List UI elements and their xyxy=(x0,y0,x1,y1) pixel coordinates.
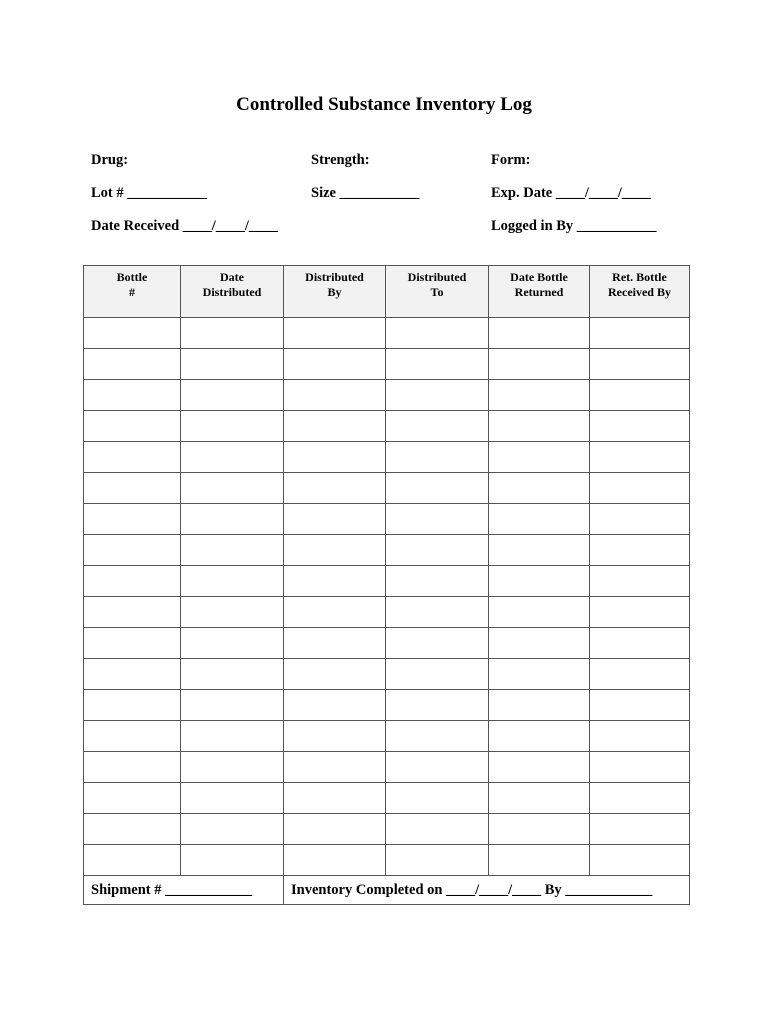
table-cell[interactable] xyxy=(284,690,386,721)
table-cell[interactable] xyxy=(181,814,284,845)
table-cell[interactable] xyxy=(284,659,386,690)
table-cell[interactable] xyxy=(489,473,590,504)
table-cell[interactable] xyxy=(386,597,489,628)
table-row xyxy=(84,628,690,659)
table-cell[interactable] xyxy=(284,442,386,473)
table-cell[interactable] xyxy=(590,380,690,411)
table-cell[interactable] xyxy=(84,349,181,380)
table-cell[interactable] xyxy=(386,845,489,876)
table-cell[interactable] xyxy=(181,752,284,783)
column-header-date-distributed xyxy=(181,266,284,318)
table-cell[interactable] xyxy=(84,411,181,442)
table-row xyxy=(84,690,690,721)
header-line: Bottle xyxy=(116,270,148,284)
table-cell[interactable] xyxy=(386,349,489,380)
header-line: Returned xyxy=(514,285,564,299)
table-cell[interactable] xyxy=(181,721,284,752)
table-cell[interactable] xyxy=(590,690,690,721)
table-cell[interactable] xyxy=(284,845,386,876)
table-cell[interactable] xyxy=(181,380,284,411)
table-cell[interactable] xyxy=(181,473,284,504)
table-cell[interactable] xyxy=(84,690,181,721)
table-cell[interactable] xyxy=(489,318,590,349)
table-cell[interactable] xyxy=(386,783,489,814)
table-cell[interactable] xyxy=(489,659,590,690)
table-cell[interactable] xyxy=(84,566,181,597)
table-cell[interactable] xyxy=(284,349,386,380)
table-cell[interactable] xyxy=(84,473,181,504)
table-cell[interactable] xyxy=(590,535,690,566)
table-cell[interactable] xyxy=(386,442,489,473)
inventory-log-table xyxy=(83,265,690,905)
table-cell[interactable] xyxy=(386,318,489,349)
table-cell[interactable] xyxy=(590,628,690,659)
table-row xyxy=(84,752,690,783)
table-cell[interactable] xyxy=(181,690,284,721)
table-cell[interactable] xyxy=(386,814,489,845)
table-cell[interactable] xyxy=(386,504,489,535)
column-header-ret-bottle-received-by xyxy=(590,266,690,318)
table-cell[interactable] xyxy=(590,783,690,814)
exp-date-field[interactable]: Exp. Date ____/____/____ xyxy=(491,185,651,201)
table-cell[interactable] xyxy=(590,752,690,783)
header-line: To xyxy=(430,285,444,299)
table-cell[interactable] xyxy=(590,597,690,628)
table-cell[interactable] xyxy=(181,783,284,814)
table-cell[interactable] xyxy=(284,535,386,566)
table-cell[interactable] xyxy=(84,597,181,628)
table-row xyxy=(84,535,690,566)
table-cell[interactable] xyxy=(590,349,690,380)
table-cell[interactable] xyxy=(386,628,489,659)
table-row xyxy=(84,473,690,504)
table-cell[interactable] xyxy=(284,628,386,659)
logged-in-by-field[interactable]: Logged in By ___________ xyxy=(491,218,657,234)
table-cell[interactable] xyxy=(386,659,489,690)
column-header-distributed-to xyxy=(386,266,489,318)
table-row xyxy=(84,318,690,349)
header-line: By xyxy=(327,285,342,299)
table-cell[interactable] xyxy=(386,411,489,442)
table-cell[interactable] xyxy=(84,318,181,349)
table-cell[interactable] xyxy=(386,473,489,504)
table-cell[interactable] xyxy=(590,721,690,752)
table-footer-row xyxy=(84,876,690,905)
table-cell[interactable] xyxy=(284,566,386,597)
table-cell[interactable] xyxy=(386,690,489,721)
table-row xyxy=(84,349,690,380)
inventory-completed-field[interactable]: Inventory Completed on ____/____/____ By ____________ xyxy=(284,876,690,905)
table-row xyxy=(84,380,690,411)
table-row xyxy=(84,783,690,814)
table-cell[interactable] xyxy=(84,783,181,814)
table-cell[interactable] xyxy=(181,349,284,380)
table-cell[interactable] xyxy=(284,504,386,535)
table-cell[interactable] xyxy=(489,783,590,814)
header-line: Distributed xyxy=(305,270,364,284)
strength-field[interactable]: Strength: xyxy=(311,152,370,168)
table-cell[interactable] xyxy=(84,752,181,783)
table-cell[interactable] xyxy=(489,721,590,752)
table-cell[interactable] xyxy=(181,566,284,597)
table-row xyxy=(84,566,690,597)
table-cell[interactable] xyxy=(489,752,590,783)
table-cell[interactable] xyxy=(284,411,386,442)
table-cell[interactable] xyxy=(489,411,590,442)
drug-field[interactable]: Drug: xyxy=(91,152,129,168)
table-cell[interactable] xyxy=(489,845,590,876)
lot-number-field[interactable]: Lot # ___________ xyxy=(91,185,207,201)
table-row xyxy=(84,411,690,442)
table-cell[interactable] xyxy=(590,473,690,504)
table-cell[interactable] xyxy=(590,442,690,473)
table-cell[interactable] xyxy=(590,845,690,876)
table-cell[interactable] xyxy=(284,318,386,349)
table-row xyxy=(84,597,690,628)
table-cell[interactable] xyxy=(181,504,284,535)
table-cell[interactable] xyxy=(84,628,181,659)
table-cell[interactable] xyxy=(181,628,284,659)
column-header-bottle-number xyxy=(84,266,181,318)
table-row xyxy=(84,721,690,752)
table-row xyxy=(84,504,690,535)
table-cell[interactable] xyxy=(386,721,489,752)
table-cell[interactable] xyxy=(84,659,181,690)
table-cell[interactable] xyxy=(84,814,181,845)
table-cell[interactable] xyxy=(284,752,386,783)
table-cell[interactable] xyxy=(284,380,386,411)
table-cell[interactable] xyxy=(181,411,284,442)
date-received-field[interactable]: Date Received ____/____/____ xyxy=(91,218,278,234)
header-line: Distributed xyxy=(407,270,467,284)
header-line: Date Bottle xyxy=(510,270,568,284)
table-cell[interactable] xyxy=(84,845,181,876)
table-cell[interactable] xyxy=(489,380,590,411)
table-cell[interactable] xyxy=(489,628,590,659)
table-row xyxy=(84,845,690,876)
table-cell[interactable] xyxy=(181,318,284,349)
table-cell[interactable] xyxy=(386,566,489,597)
table-cell[interactable] xyxy=(181,535,284,566)
table-cell[interactable] xyxy=(590,504,690,535)
table-cell[interactable] xyxy=(489,349,590,380)
table-cell[interactable] xyxy=(284,721,386,752)
table-cell[interactable] xyxy=(284,473,386,504)
table-cell[interactable] xyxy=(489,597,590,628)
table-cell[interactable] xyxy=(284,783,386,814)
header-line: Distributed xyxy=(202,285,262,299)
table-row xyxy=(84,442,690,473)
table-cell[interactable] xyxy=(590,411,690,442)
table-cell[interactable] xyxy=(386,380,489,411)
table-cell[interactable] xyxy=(590,814,690,845)
column-header-distributed-by xyxy=(284,266,386,318)
table-cell[interactable] xyxy=(84,535,181,566)
header-line: Received By xyxy=(608,285,671,299)
table-cell[interactable] xyxy=(489,504,590,535)
table-cell[interactable] xyxy=(386,535,489,566)
shipment-number-field[interactable]: Shipment # ____________ xyxy=(84,876,284,905)
table-cell[interactable] xyxy=(590,659,690,690)
column-header-date-bottle-returned xyxy=(489,266,590,318)
table-cell[interactable] xyxy=(84,380,181,411)
table-row xyxy=(84,659,690,690)
table-cell[interactable] xyxy=(489,566,590,597)
table-cell[interactable] xyxy=(489,442,590,473)
table-cell[interactable] xyxy=(489,814,590,845)
table-cell[interactable] xyxy=(489,690,590,721)
table-cell[interactable] xyxy=(84,721,181,752)
header-line: Date xyxy=(220,270,244,284)
table-cell[interactable] xyxy=(181,845,284,876)
table-row xyxy=(84,814,690,845)
table-cell[interactable] xyxy=(489,535,590,566)
header-line: Ret. Bottle xyxy=(612,270,667,284)
table-cell[interactable] xyxy=(181,597,284,628)
table-cell[interactable] xyxy=(284,814,386,845)
size-field[interactable]: Size ___________ xyxy=(311,185,420,201)
table-cell[interactable] xyxy=(590,318,690,349)
page-title: Controlled Substance Inventory Log xyxy=(236,94,532,115)
table-header-row xyxy=(84,266,690,318)
form-field[interactable]: Form: xyxy=(491,152,531,168)
table-cell[interactable] xyxy=(84,504,181,535)
table-cell[interactable] xyxy=(181,442,284,473)
table-cell[interactable] xyxy=(590,566,690,597)
table-cell[interactable] xyxy=(284,597,386,628)
table-cell[interactable] xyxy=(386,752,489,783)
table-cell[interactable] xyxy=(84,442,181,473)
header-line: # xyxy=(129,285,135,299)
table-cell[interactable] xyxy=(181,659,284,690)
